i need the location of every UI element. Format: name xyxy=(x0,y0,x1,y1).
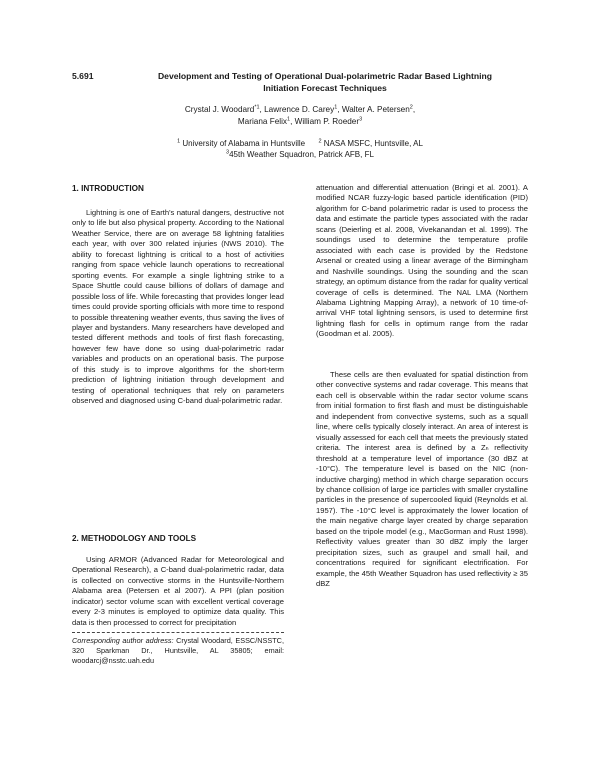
cell-selection-paragraph: These cells are then evaluated for spatial distinction from other convective systems and radar coverage. This means that each cell is observable within the radar sector volume scans from initial formation to first flash and must be distinguishable and independent from convective systems, such as a squall line, where cells typically closely interact. An area of interest is visually assessed for each cell that meets the previously stated criteria. The interest area is defined by a Zₕ reflectivity threshold at a temperature level of importance (30 dBZ at -10°C). The temperature level is based on the NIC (non-inductive charging) method in which charge separation occurs by chance collision of large ice particles with smaller crystalline particles in the presence of supercooled liquid (Reynolds et al. 1957). The -10°C level is approximately the lower location of the main negative charge layer created by charge separation based on the tripole model (e.g., MacGorman and Rust 1998). Reflectivity values greater than 30 dBZ imply the larger precipitation sizes, such as graupel and small hail, and concentrations required for significant electrification. For example, the 45th Weather Squadron has used reflectivity ≥ 35 dBZ xyxy=(316,370,528,589)
affiliation-line-2 xyxy=(100,149,500,160)
affiliation-marker: 3 xyxy=(226,149,230,156)
author-name: Crystal J. Woodard xyxy=(184,105,255,114)
affiliation-marker: 2 xyxy=(318,138,322,145)
author-name: Walter A. Petersen xyxy=(341,105,410,114)
footnote-lead: Corresponding author address: xyxy=(72,636,174,645)
author-name: Lawrence D. Carey xyxy=(264,105,335,114)
author-marker: *1 xyxy=(254,104,260,111)
title-line-1: Development and Testing of Operational Dual-polarimetric Radar Based Lightning xyxy=(157,71,493,81)
author-name: Mariana Felix xyxy=(237,117,287,126)
intro-heading: 1. INTRODUCTION xyxy=(72,184,144,193)
paper-number: 5.691 xyxy=(72,71,94,81)
author-line-1: Crystal J. Woodard$^{*1}$, Lawrence D. Carey$^1$, Walter A. Petersen$^2$, xyxy=(184,104,416,114)
affiliations xyxy=(100,138,500,160)
author-line-2: Mariana Felix$^1$, William P. Roeder$^3$ xyxy=(237,116,363,126)
affiliation-line-1 xyxy=(100,138,500,149)
corresponding-author-footnote xyxy=(72,636,284,666)
affiliation-45ws: 45th Weather Squadron, Patrick AFB, FL xyxy=(229,150,374,159)
intro-paragraph: Lightning is one of Earth's natural dangers, destructive not only to life but also physical property. According to the National Weather Service, there are on average 58 lightning fatalities each year, with over 300 related injuries (NWS 2010). The ability to forecast lightning is critical to a host of activities ranging from space vehicle launch operations to recreational sporting events. For example a single lightning strike to a Space Shuttle could cause billions of dollars of damage and possible loss of life. While forecasting that provides longer lead times could provide sporting officials with more time to respond to possible threatening weather events, thus saving the lives of player and bystanders. Many researchers have developed and tested different methods and tools of first flash forecasting, however few have done so using dual-polarimetric radar variables and products on an operational basis. The purpose of this study is to improve algorithms for the short-term prediction of lightning initiation through development and testing of operational techniques that rely on parameters observed and diagnosed using C-band dual-polarimetric radar. xyxy=(72,208,284,406)
affiliation-uah: University of Alabama in Huntsville xyxy=(182,139,306,148)
affiliation-nasa: NASA MSFC, Huntsville, AL xyxy=(323,139,423,148)
author-marker: 3 xyxy=(359,116,363,123)
methods-continued-paragraph: attenuation and differential attenuation (Bringi et al. 2001). A modified NCAR fuzzy-logic based particle identification (PID) algorithm for C-band polarimetric radar is used to process the data and estimate the particle types associated with the radar scans (Deierling et al. 2008, Vivekanandan et al. 1999). The soundings used to determine the temperature profile associated with each case is provided by the Redstone Arsenal or created using a linear average of the Birmingham and Nashville soundings. Using the sounding and the scan strategy, an optimum distance from the radar for quality vertical coverage of cells is determined. The NAL LMA (Northern Alabama Lightning Mapping Array), a network of 10 time-of-arrival VHF total lightning sensors, is used to determine first lightning flash for cells in optimum range from the radar (Goodman et al. 2005). xyxy=(316,183,528,339)
methods-paragraph: Using ARMOR (Advanced Radar for Meteorological and Operational Research), a C-band dual-polarimetric radar, data is collected on convective storms in the Huntsville-Northern Alabama area (Petersen et al 2007). A PPI (plan position indicator) sector volume scan with excellent vertical coverage every 2-3 minutes is employed to optimize data quality. This data is then processed to correct for precipitation xyxy=(72,555,284,627)
affiliation-marker: 1 xyxy=(177,138,181,145)
footnote-divider xyxy=(72,632,284,633)
author-marker: 1 xyxy=(334,104,338,111)
author-marker: 1 xyxy=(287,116,291,123)
author-name: William P. Roeder xyxy=(294,117,360,126)
author-marker: 2 xyxy=(409,104,413,111)
footnote-body: Crystal Woodard, ESSC/NSSTC, 320 Sparkman Dr., Huntsville, AL 35805; email: woodarcj@nsstc.uah.edu xyxy=(72,636,284,665)
title-line-2: Initiation Forecast Techniques xyxy=(263,83,387,93)
paper-title xyxy=(120,70,530,94)
author-list xyxy=(110,104,490,128)
methods-heading: 2. METHODOLOGY AND TOOLS xyxy=(72,534,197,543)
